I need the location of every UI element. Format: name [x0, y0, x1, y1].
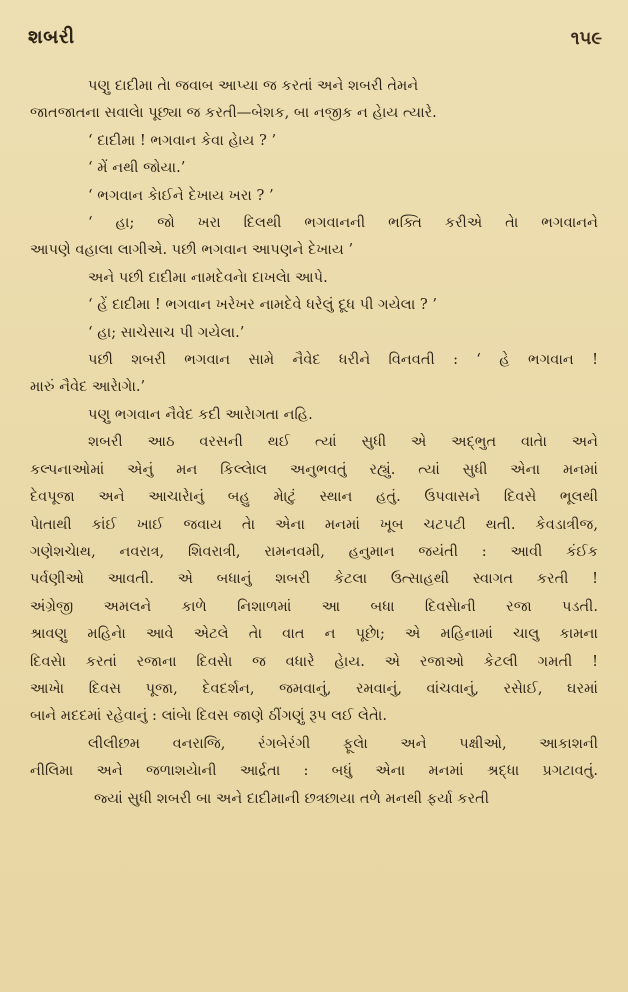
text-line: શબરી આઠ વરસની થઈ ત્યાં સુધી એ અદ્ભુત વાતેા અને: [88, 433, 598, 451]
text-line: પછી શબરી ભગવાન સામે નૈવેદ ધરીને વિનવતી : ‘ હે ભગવાન !: [88, 351, 598, 369]
text-line: દિવસેા કરતાં રજાના દિવસેા જ વધારે હેાય. એ રજાઓ કેટલી ગમતી !: [30, 652, 598, 670]
dialogue-line: ‘ હેં દાદીમા ! ભગવાન ખરેખર નામદેવે ધરેલું દૂધ પી ગયેલા ? ’: [88, 296, 438, 314]
dialogue-line: ‘ હા; સાચેસાચ પી ગયેલા.’: [88, 323, 245, 341]
dialogue-line: ‘ દાદીમા ! ભગવાન કેવા હેાય ? ’: [88, 131, 277, 149]
text-line: આપણે વહાલા લાગીએ. પછી ભગવાન આપણને દેખાય ’: [30, 241, 354, 259]
dialogue-line: ‘ હા; જો ખરા દિલથી ભગવાનની ભક્તિ કરીએ તેા ભગવાનને: [88, 214, 598, 232]
text-line: ગણેશચેાથ, નવરાત્ર, શિવરાત્રી, રામનવમી, હનુમાન જયંતી : આવી કંઈક: [30, 542, 598, 560]
text-line: પણુ દાદીમા તેા જવાબ આપ્યા જ કરતાં અને શબરી તેમને: [88, 77, 419, 94]
text-line: લીલીછમ વનરાજિ, રંગબેરંગી ફૂલેા અને પક્ષીઓ, આકાશની: [88, 734, 598, 752]
text-line: આખેા દિવસ પૂજા, દેવદર્શન, જમવાનું, રમવાનું, વાંચવાનું, રસેાઈ, ઘરમાં: [30, 679, 598, 697]
text-line: નીલિમા અને જળાશયેાની આર્દ્રતા : બધું એના મનમાં શ્રદ્ધા પ્રગટાવતું.: [30, 762, 598, 780]
text-line: પણુ ભગવાન નૈવેદ કદી આરેાગતા નહિ.: [88, 405, 313, 423]
text-line: અંગ્રેજી અમલને કાળે નિશાળમાં આ બધા દિવસેાની રજા પડતી.: [30, 597, 598, 615]
text-line: બાને મદદમાં રહેવાનું : લાંબેા દિવસ જાણે ઠીંગણું રૂપ લઈ લેતેા.: [30, 707, 387, 725]
text-line: જાતજાતના સવાલેા પૂછ્યા જ કરતી—બેશક, બા નજીક ન હેાય ત્યારે.: [30, 104, 437, 122]
page-header: [28, 26, 602, 60]
text-line: દેવપૂજા અને આચારેાનું બહુ મેાટું સ્થાન હતું. ઉપવાસને દિવસે ભૂલથી: [30, 488, 598, 506]
body-text: [30, 72, 598, 812]
text-line: જ્યાં સુધી શબરી બા અને દાદીમાની છત્રછાયા તળે મનથી ફર્યા કરતી: [94, 789, 489, 807]
text-line: અને પછી દાદીમા નામદેવનેા દાખલેા આપે.: [88, 268, 328, 286]
text-line: મારું નૈવેદ આરેાગેા.’: [30, 378, 146, 396]
running-head: શબરી: [28, 26, 75, 48]
dialogue-line: ‘ ભગવાન કેાઈને દેખાય ખરા ? ’: [88, 186, 274, 204]
text-line: પેાતાથી કાંઈ ખાઈ જવાય તેા એના મનમાં ખૂબ ચટપટી થતી. કેવડાત્રીજ,: [30, 515, 598, 533]
text-line: શ્રાવણુ મહિનેા આવે એટલે તેા વાત ન પૂછેા; એ મહિનામાં ચાલુ કામના: [30, 625, 598, 643]
text-line: કલ્પનાઓમાં એનું મન કિલ્લેાલ અનુભવતું રહ્યું. ત્યાં સુધી એના મનમાં: [30, 460, 598, 478]
text-line: પર્વણીઓ આવતી. એ બધાનું શબરી કેટલા ઉત્સાહથી સ્વાગત કરતી !: [30, 570, 598, 588]
dialogue-line: ‘ મેં નથી જોયા.’: [88, 159, 186, 177]
page-number: ૧૫૯: [570, 28, 602, 49]
